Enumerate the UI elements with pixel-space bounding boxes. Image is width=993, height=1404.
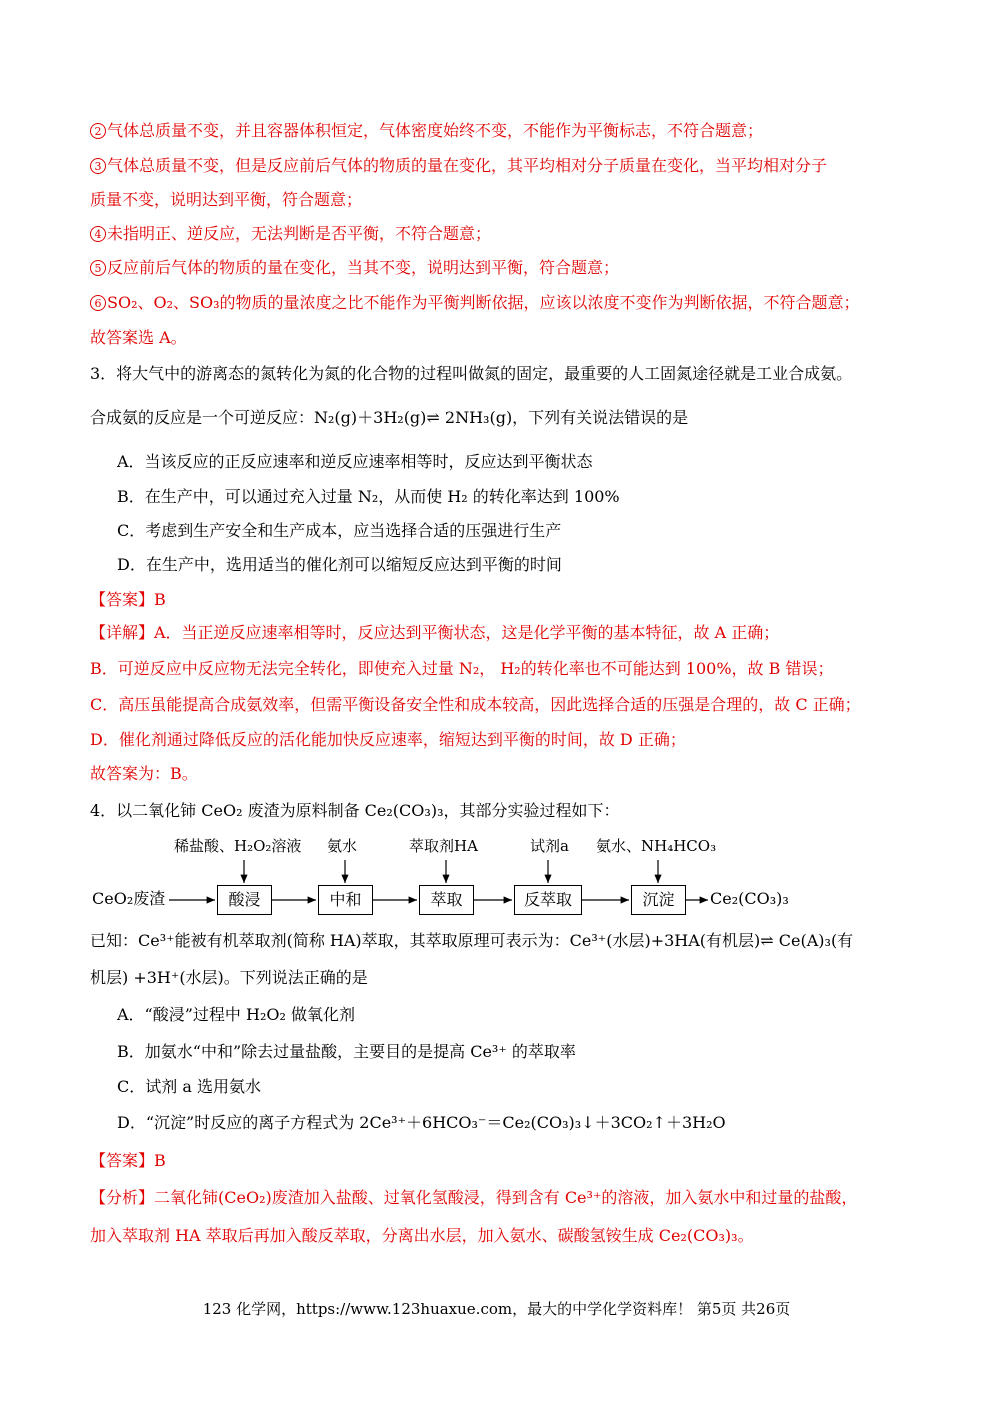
q3-conclusion: 故答案为：B。 <box>90 764 198 783</box>
q3-option-c: C．考虑到生产安全和生产成本，应当选择合适的压强进行生产 <box>117 521 562 540</box>
reagent-back-extract: 试剂a <box>530 837 569 855</box>
q4-option-b: B．加氨水“中和”除去过量盐酸，主要目的是提高 Ce³⁺ 的萃取率 <box>117 1042 576 1061</box>
q4-analysis-line1: 【分析】二氧化铈(CeO₂)废渣加入盐酸、过氧化氢酸浸，得到含有 Ce³⁺的溶液，加入氨水中和过量的盐酸， <box>90 1188 858 1207</box>
q4-stem: 4．以二氧化铈 CeO₂ 废渣为原料制备 Ce₂(CO₃)₃，其部分实验过程如下： <box>90 801 620 820</box>
step-box-acid-leach: 酸浸 <box>217 885 272 915</box>
q3-stem-line2: 合成氨的反应是一个可逆反应：N₂(g)＋3H₂(g)⇌ 2NH₃(g)，下列有关说法错误的是 <box>90 408 689 427</box>
flow-start: CeO₂废渣 <box>92 889 166 908</box>
q4-known-line2: 机层) +3H⁺(水层)。下列说法正确的是 <box>90 968 368 987</box>
step-box-back-extract: 反萃取 <box>514 885 582 915</box>
explain-line-5: 5 反应前后气体的物质的量在变化，当其不变，说明达到平衡，符合题意； <box>90 257 619 279</box>
flow-arrows <box>0 858 993 918</box>
q3-option-d: D．在生产中，选用适当的催化剂可以缩短反应达到平衡的时间 <box>117 555 562 574</box>
q3-explain-a: 【详解】A．当正逆反应速率相等时，反应达到平衡状态，这是化学平衡的基本特征，故 A 正确； <box>90 623 780 642</box>
explain-line-2: 2 气体总质量不变，并且容器体积恒定，气体密度始终不变，不能作为平衡标志，不符合题意； <box>90 120 763 142</box>
q4-option-d: D．“沉淀”时反应的离子方程式为 2Ce³⁺＋6HCO₃⁻＝Ce₂(CO₃)₃↓＋3CO₂↑＋3H₂O <box>117 1113 726 1132</box>
step-box-extract: 萃取 <box>419 885 474 915</box>
reagent-extract: 萃取剂HA <box>409 837 478 855</box>
q4-analysis-line2: 加入萃取剂 HA 萃取后再加入酸反萃取，分离出水层，加入氨水、碳酸氢铵生成 Ce₂(CO₃)₃。 <box>90 1226 754 1245</box>
reagent-neutralize: 氨水 <box>327 837 358 855</box>
q3-option-a: A．当该反应的正反应速率和逆反应速率相等时，反应达到平衡状态 <box>117 452 593 471</box>
q4-answer: 【答案】B <box>90 1151 166 1170</box>
flow-end: Ce₂(CO₃)₃ <box>710 889 789 908</box>
step-box-neutralize: 中和 <box>318 885 373 915</box>
answer-conclusion-q2: 故答案选 A。 <box>90 328 187 347</box>
explain-line-3: 3 气体总质量不变，但是反应前后气体的物质的量在变化，其平均相对分子质量在变化，当平均相对分子 <box>90 155 827 177</box>
explain-line-3-cont: 质量不变，说明达到平衡，符合题意； <box>90 190 363 209</box>
q4-option-a: A．“酸浸”过程中 H₂O₂ 做氧化剂 <box>117 1005 355 1024</box>
step-box-precipitate: 沉淀 <box>631 885 686 915</box>
q3-explain-c: C．高压虽能提高合成氨效率，但需平衡设备安全性和成本较高，因此选择合适的压强是合理的，故 C 正确； <box>90 695 861 714</box>
page-footer: 123 化学网，https://www.123huaxue.com，最大的中学化学资料库！ 第5页 共26页 <box>202 1300 791 1318</box>
q3-explain-d: D．催化剂通过降低反应的活化能加快反应速率，缩短达到平衡的时间，故 D 正确； <box>90 730 686 749</box>
q4-option-c: C．试剂 a 选用氨水 <box>117 1077 261 1096</box>
explain-line-6: 6 SO₂、O₂、SO₃的物质的量浓度之比不能作为平衡判断依据，应该以浓度不变作为判断依据，不符合题意； <box>90 292 860 314</box>
q3-answer: 【答案】B <box>90 590 166 609</box>
q4-known-line1: 已知：Ce³⁺能被有机萃取剂(简称 HA)萃取，其萃取原理可表示为：Ce³⁺(水层)+3HA(有机层)⇌ Ce(A)₃(有 <box>90 931 854 950</box>
explain-line-4: 4 未指明正、逆反应，无法判断是否平衡，不符合题意； <box>90 223 491 245</box>
q3-stem-line1: 3．将大气中的游离态的氮转化为氮的化合物的过程叫做氮的固定，最重要的人工固氮途径就是工业合成氨。 <box>90 364 853 383</box>
q3-option-b: B．在生产中，可以通过充入过量 N₂，从而使 H₂ 的转化率达到 100% <box>117 487 620 506</box>
reagent-precipitate: 氨水、NH₄HCO₃ <box>596 837 717 855</box>
q3-explain-b: B．可逆反应中反应物无法完全转化，即使充入过量 N₂， H₂的转化率也不可能达到 100%，故 B 错误； <box>90 659 834 678</box>
reagent-acid-leach: 稀盐酸、H₂O₂溶液 <box>174 837 302 855</box>
